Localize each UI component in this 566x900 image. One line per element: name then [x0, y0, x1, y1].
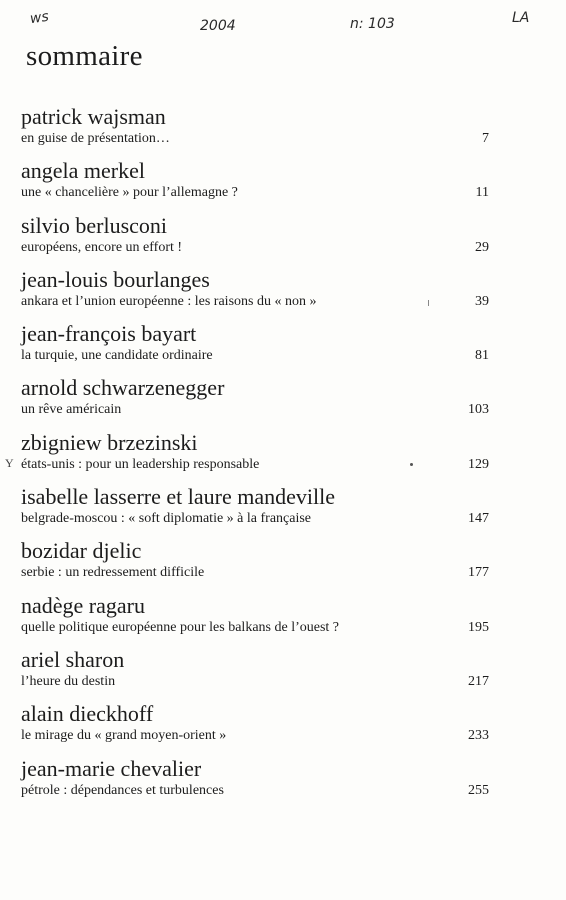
toc-author: nadège ragaru: [21, 592, 145, 618]
toc-entry: [21, 593, 489, 647]
handwritten-note: 2004: [200, 18, 236, 34]
toc-subtitle: européens, encore un effort !: [21, 239, 183, 255]
toc-subtitle: ankara et l’union européenne : les raisons du « non »: [21, 293, 317, 309]
toc-subtitle: quelle politique européenne pour les balkans de l’ouest ?: [21, 619, 340, 635]
handwritten-note: n: 103: [350, 16, 395, 32]
toc-entry: [21, 701, 489, 755]
toc-entry: [21, 538, 489, 592]
toc-page-number: 103: [468, 402, 489, 418]
toc-author: angela merkel: [21, 158, 145, 184]
toc-entry: [21, 158, 489, 212]
handwritten-notes: [0, 6, 566, 36]
table-of-contents: [21, 104, 489, 810]
toc-author: isabelle lasserre et laure mandeville: [21, 484, 335, 510]
margin-mark: Y: [5, 456, 14, 470]
toc-page-number: 81: [475, 348, 489, 364]
stray-mark: [410, 463, 413, 466]
toc-entry: [21, 647, 489, 701]
toc-page-number: 255: [468, 782, 489, 798]
toc-subtitle: un rêve américain: [21, 402, 122, 418]
toc-entry: [21, 321, 489, 375]
toc-author: zbigniew brzezinski: [21, 429, 198, 455]
handwritten-note: LA: [512, 10, 530, 26]
toc-page-number: 11: [475, 185, 489, 201]
toc-entry: [21, 213, 489, 267]
toc-author: arnold schwarzenegger: [21, 375, 225, 401]
toc-page-number: 7: [482, 131, 489, 146]
toc-author: patrick wajsman: [21, 104, 166, 129]
toc-entry: [21, 104, 489, 158]
toc-entry: [21, 375, 489, 429]
toc-page-number: 29: [475, 239, 489, 255]
toc-subtitle: une « chancelière » pour l’allemagne ?: [21, 185, 238, 201]
toc-subtitle: serbie : un redressement difficile: [21, 565, 205, 581]
toc-entry: [21, 430, 489, 484]
toc-page-number: 233: [468, 728, 489, 744]
toc-subtitle: la turquie, une candidate ordinaire: [21, 348, 213, 364]
toc-author: ariel sharon: [21, 646, 125, 672]
page-title: sommaire: [26, 40, 143, 72]
toc-author: jean-marie chevalier: [21, 755, 202, 781]
toc-subtitle: belgrade-moscou : « soft diplomatie » à la française: [21, 511, 312, 527]
toc-page-number: 39: [475, 293, 489, 309]
toc-page-number: 147: [468, 511, 489, 527]
toc-subtitle: l’heure du destin: [21, 673, 116, 689]
toc-subtitle: le mirage du « grand moyen-orient »: [21, 728, 227, 744]
toc-page-number: 177: [468, 565, 489, 581]
toc-author: jean-françois bayart: [21, 321, 197, 347]
toc-author: silvio berlusconi: [21, 212, 168, 238]
handwritten-note: ws: [28, 8, 50, 28]
toc-subtitle: pétrole : dépendances et turbulences: [21, 782, 224, 798]
toc-subtitle: en guise de présentation…: [21, 131, 170, 146]
toc-author: bozidar djelic: [21, 538, 142, 564]
toc-entry: [21, 484, 489, 538]
stray-mark: [428, 300, 429, 306]
toc-entry: [21, 267, 489, 321]
toc-page-number: 217: [468, 673, 489, 689]
toc-entry: [21, 756, 489, 810]
toc-page-number: 129: [468, 456, 489, 472]
toc-author: jean-louis bourlanges: [21, 266, 210, 292]
toc-subtitle: états-unis : pour un leadership responsable: [21, 456, 260, 472]
toc-author: alain dieckhoff: [21, 701, 154, 727]
toc-page-number: 195: [468, 619, 489, 635]
